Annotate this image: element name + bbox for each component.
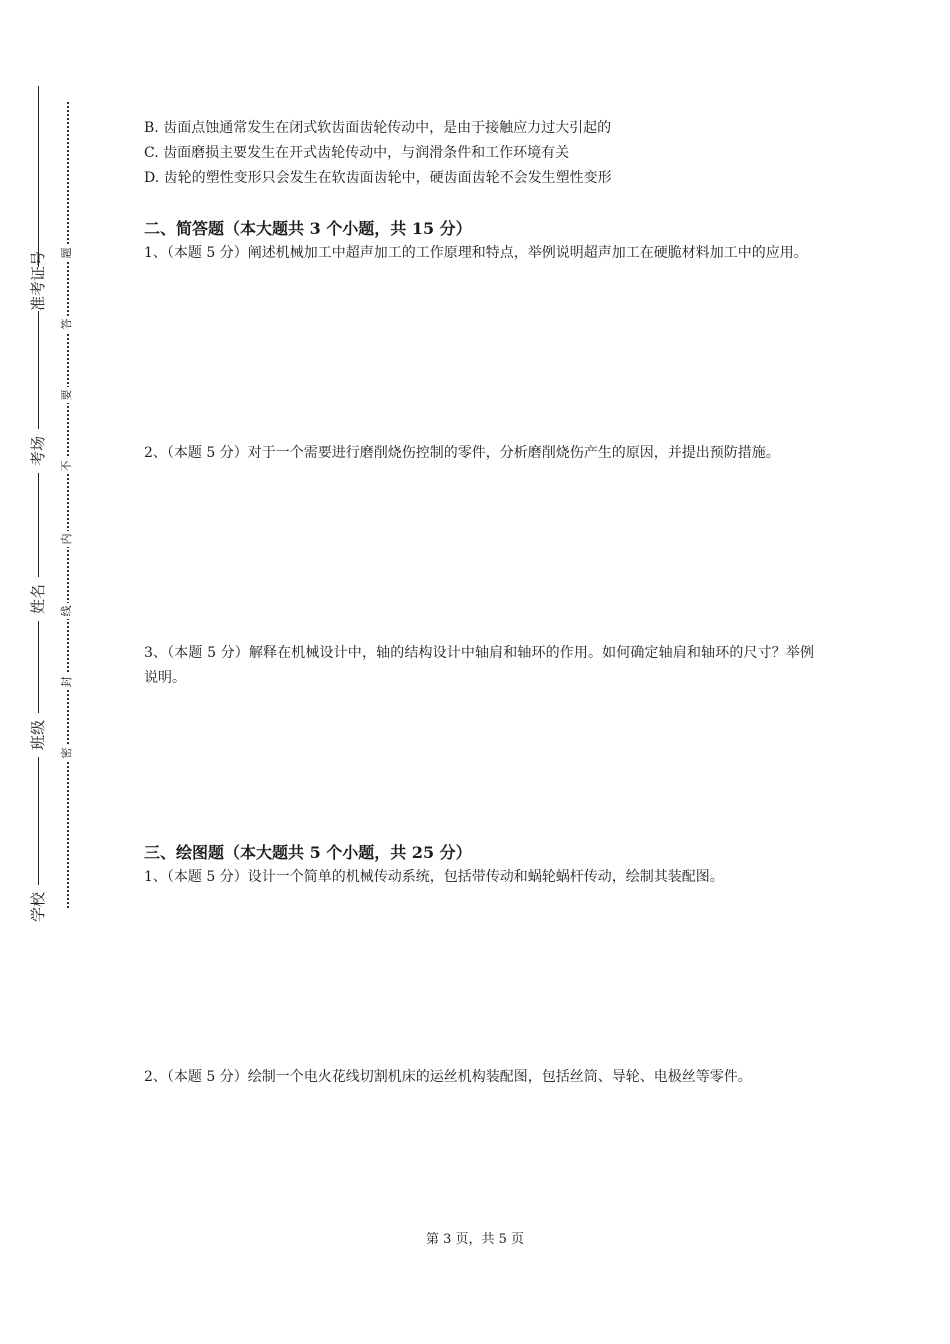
question-text: 1、（本题 5 分）设计一个简单的机械传动系统，包括带传动和蜗轮蜗杆传动，绘制其装配图。 [144,869,724,885]
seal-char: 封 [59,674,75,690]
exam-room-label: 考场 [27,429,49,473]
option-b: B. 齿面点蚀通常发生在闭式软齿面齿轮传动中，是由于接触应力过大引起的 [144,120,612,136]
binding-margin [0,0,90,1344]
question-text: 3、（本题 5 分）解释在机械设计中，轴的结构设计中轴肩和轴环的作用。如何确定轴肩和轴环的尺寸？举例说明。 [144,645,814,686]
option-d: D. 齿轮的塑性变形只会发生在软齿面齿轮中，硬齿面齿轮不会发生塑性变形 [144,170,612,186]
section-title: 三、绘图题（本大题共 5 个小题，共 25 分） [144,843,472,862]
option-list [144,116,814,191]
school-label: 学校 [27,885,49,929]
seal-dotted-line [67,102,69,908]
seal-char: 内 [59,531,75,547]
section-title: 二、简答题（本大题共 3 个小题，共 15 分） [144,219,472,238]
exam-number-label: 准考证号 [29,250,47,311]
binding-solid-line [38,86,39,926]
question-text: 2、（本题 5 分）对于一个需要进行磨削烧伤控制的零件，分析磨削烧伤产生的原因，并提出预防措施。 [144,445,780,461]
option-c: C. 齿面磨损主要发生在开式齿轮传动中，与润滑条件和工作环境有关 [144,145,570,161]
question-text: 1、（本题 5 分）阐述机械加工中超声加工的工作原理和特点，举例说明超声加工在硬脆材料加工中的应用。 [144,245,808,261]
seal-char: 要 [59,387,75,403]
seal-char: 线 [59,603,75,619]
class-label: 班级 [27,713,49,757]
seal-char: 不 [59,458,75,474]
seal-char: 答 [59,316,75,332]
name-label: 姓名 [27,577,49,621]
seal-char: 密 [59,745,75,761]
page-footer: 第 3 页，共 5 页 [425,1232,525,1247]
seal-char: 题 [59,245,75,261]
question-text: 2、（本题 5 分）绘制一个电火花线切割机床的运丝机构装配图，包括丝筒、导轮、电极丝等零件。 [144,1069,752,1085]
